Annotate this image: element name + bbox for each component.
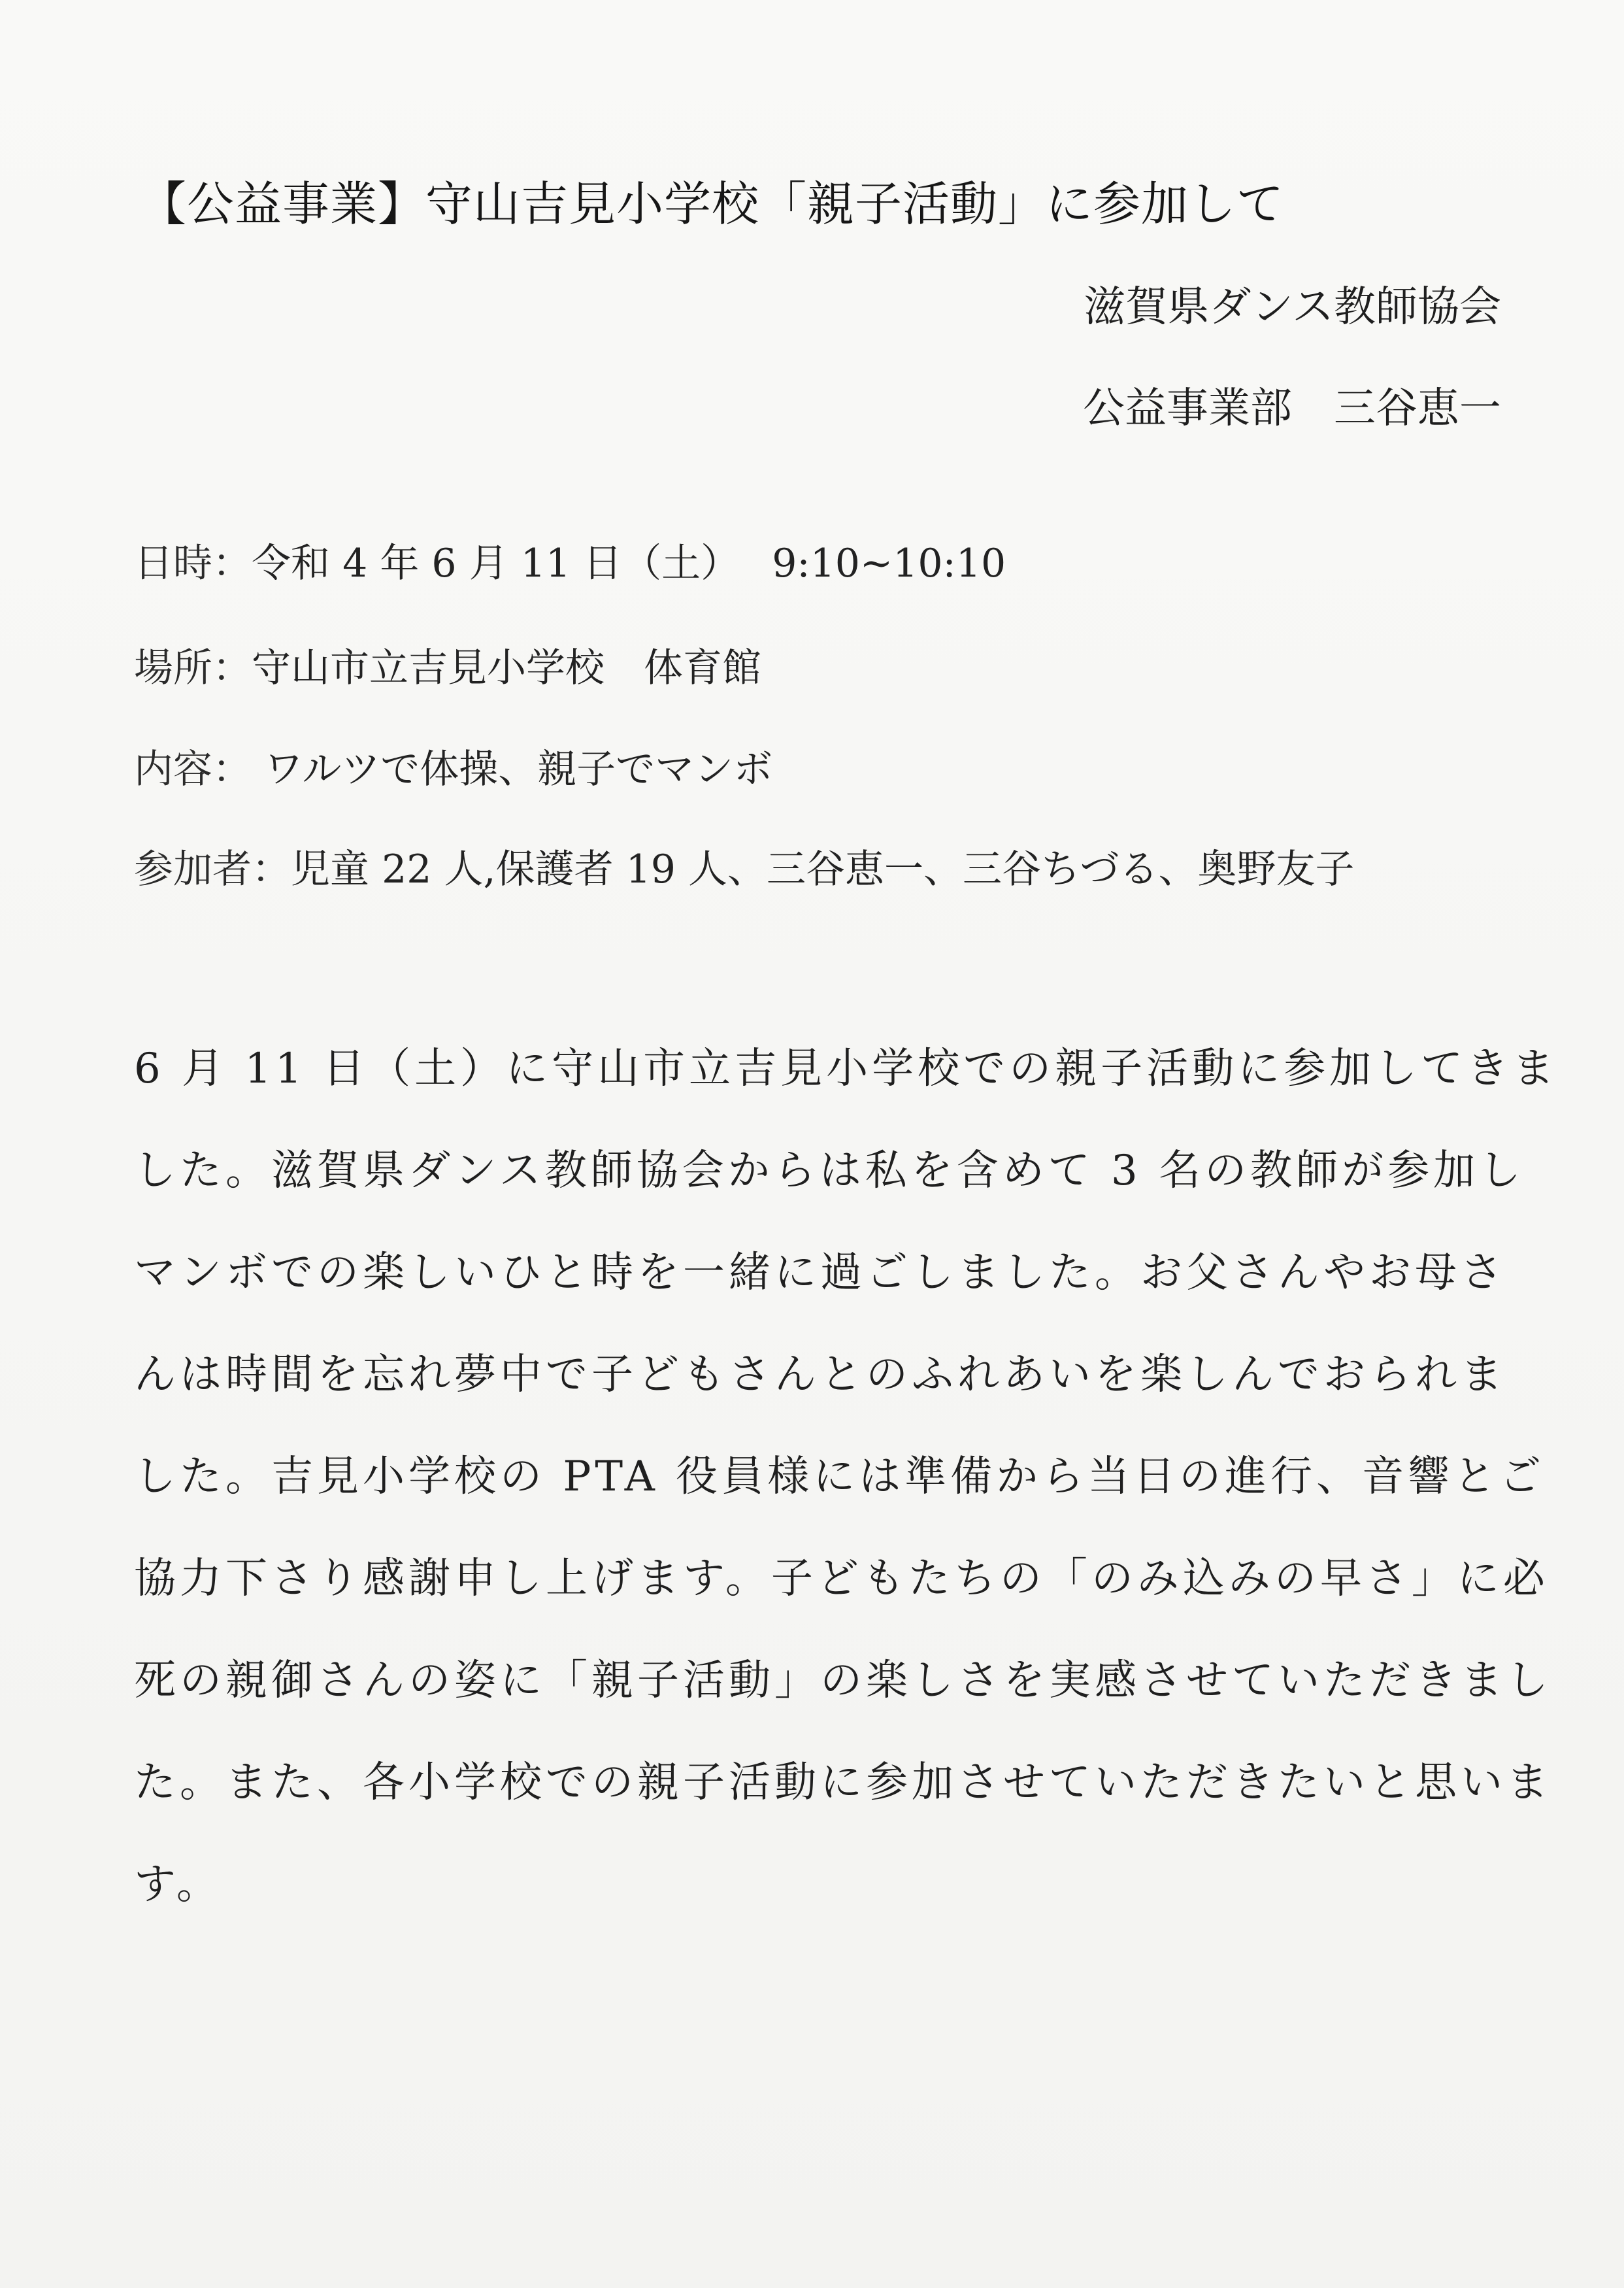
body-line: た。また、各小学校での親子活動に参加させていただきたいと思いま — [134, 1758, 1552, 1807]
info-location-label: 場所： — [134, 645, 252, 691]
info-content-label: 内容： — [134, 747, 252, 792]
body-line: 協力下さり感謝申し上げます。子どもたちの「のみ込みの早さ」に必 — [134, 1555, 1549, 1603]
info-location-value: 守山市立吉見小学校 体育館 — [252, 645, 761, 691]
body-line: す。 — [134, 1860, 222, 1909]
info-participants-label: 参加者： — [134, 847, 291, 892]
body-paragraph — [134, 1039, 1559, 1957]
body-line: 6 月 11 日（土）に守山市立吉見小学校での親子活動に参加してきま — [134, 1045, 1559, 1093]
author-name: 公益事業部 三谷恵一 — [1083, 384, 1501, 433]
body-line: 死の親御さんの姿に「親子活動」の楽しさを実感させていただきまし — [134, 1657, 1552, 1705]
info-participants — [134, 842, 1354, 897]
info-content-value: ワルツで体操、親子でマンボ — [252, 747, 773, 792]
body-line: した。吉見小学校の PTA 役員様には準備から当日の進行、音響とご — [134, 1453, 1546, 1501]
body-line: んは時間を忘れ夢中で子どもさんとのふれあいを楽しんでおられま — [134, 1351, 1506, 1399]
info-location — [134, 641, 761, 696]
info-datetime-value: 令和 4 年 6 月 11 日（土） 9:10~10:10 — [252, 541, 1006, 586]
info-participants-value: 児童 22 人,保護者 19 人、三谷恵一、三谷ちづる、奥野友子 — [291, 847, 1355, 892]
info-content — [134, 742, 772, 797]
organization-name: 滋賀県ダンス教師協会 — [1084, 283, 1501, 331]
info-datetime — [134, 536, 1006, 591]
body-line: マンボでの楽しいひと時を一緒に過ごしました。お父さんやお母さ — [134, 1249, 1506, 1297]
document-title: 【公益事業】守山吉見小学校「親子活動」に参加して — [139, 177, 1285, 231]
info-datetime-label: 日時： — [134, 541, 252, 586]
body-line: した。滋賀県ダンス教師協会からは私を含めて 3 名の教師が参加し — [134, 1147, 1525, 1195]
